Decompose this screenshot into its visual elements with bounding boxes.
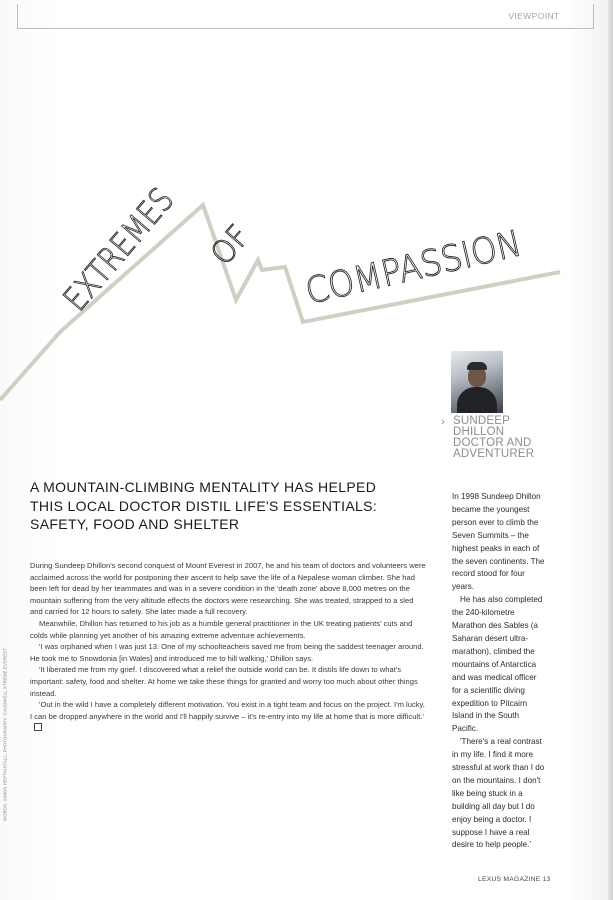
title-word-compassion: COMPASSION xyxy=(301,218,546,313)
section-label: VIEWPOINT xyxy=(505,9,563,23)
body-paragraph: During Sundeep Dhillon's second conquest of Mount Everest in 2007, he and his team of doctors and volunteers were acclaimed across the world for postponing their ascent to help save the life of a Nepalese woman climber. She had been left for dead by her teammates and was in a severe condition in the 'death zone' above 8,000 metres on the mountain suffering from the very altitude effects the doctors were researching. She was treated, strapped to a sled and carried for 12 hours to safety. She later made a full recovery. xyxy=(30,561,426,617)
end-of-article-icon xyxy=(34,723,42,731)
sidebar-paragraph: In 1998 Sundeep Dhillon became the youngest person ever to climb the Seven Summits – the highest peaks in each of the seven continents. The record stood for four years. xyxy=(452,492,545,592)
sidebar-paragraph: 'There's a real contrast in my life. I find it more stressful at work than I do on the mountains. I don't like being stuck in a building all day but I do enjoy being a doctor. I suppose I have a real desire to help people.' xyxy=(452,737,545,850)
title-word-of: OF xyxy=(203,216,259,273)
photo-figure-hat xyxy=(467,362,487,370)
article-headline: A MOUNTAIN-CLIMBING MENTALITY HAS HELPED THIS LOCAL DOCTOR DISTIL LIFE'S ESSENTIALS: SAFETY, FOOD AND SHELTER xyxy=(30,479,378,532)
body-paragraph: 'I was orphaned when I was just 13. One of my schoolteachers saved me from being the saddest teenager around. He took me to Snowdonia [in Wales] and introduced me to hill walking,' Dhillon says. xyxy=(30,642,424,663)
body-paragraph-text: 'Out in the wild I have a completely different motivation. You exist in a tight team and focus on the project. I'm lucky, I can be dropped anywhere in the world and I'll happily survive – it's re-entry into my life at home that is more difficult.' xyxy=(30,700,425,721)
photo-credits xyxy=(1,632,9,844)
body-paragraph: 'It liberated me from my grief. I discovered what a relief the outside world can be. It distils life down to what's important: safety, food and shelter. At home we take these things for granted and worry too much about other things instead. xyxy=(30,665,418,698)
profile-caption xyxy=(441,416,546,460)
photo-figure-body xyxy=(457,387,497,413)
page-folio: LEXUS MAGAZINE 13 xyxy=(478,876,551,883)
caption-line: ADVENTURER xyxy=(453,448,535,460)
body-paragraph: Meanwhile, Dhillon has returned to his job as a humble general practitioner in the UK treating patients' cuts and colds while planning yet another of his amazing extreme adventure achievements. xyxy=(30,618,413,640)
caption-line: DOCTOR AND xyxy=(453,437,532,449)
portrait-photo xyxy=(451,351,503,413)
chevron-right-icon: › xyxy=(441,416,445,428)
sidebar-column xyxy=(452,491,547,852)
article-body xyxy=(30,560,426,734)
sidebar-paragraph: He has also completed the 240-kilometre Marathon des Sables (a Saharan desert ultra-marathon), climbed the mountains of Antarctica and was medical officer for a scientific diving expedition to Pitcairn Island in the South Pacific. xyxy=(452,595,543,734)
credits-text: WORDS: SIMON HEPTINSTALL; PHOTOGRAPHY: CAUDWELL XTREME EVEREST xyxy=(2,648,8,821)
body-paragraph-last xyxy=(30,699,426,734)
caption-line: SUNDEEP xyxy=(453,415,510,427)
caption-line: DHILLON xyxy=(453,426,505,438)
title-word-extremes: EXTREMES xyxy=(55,158,201,319)
